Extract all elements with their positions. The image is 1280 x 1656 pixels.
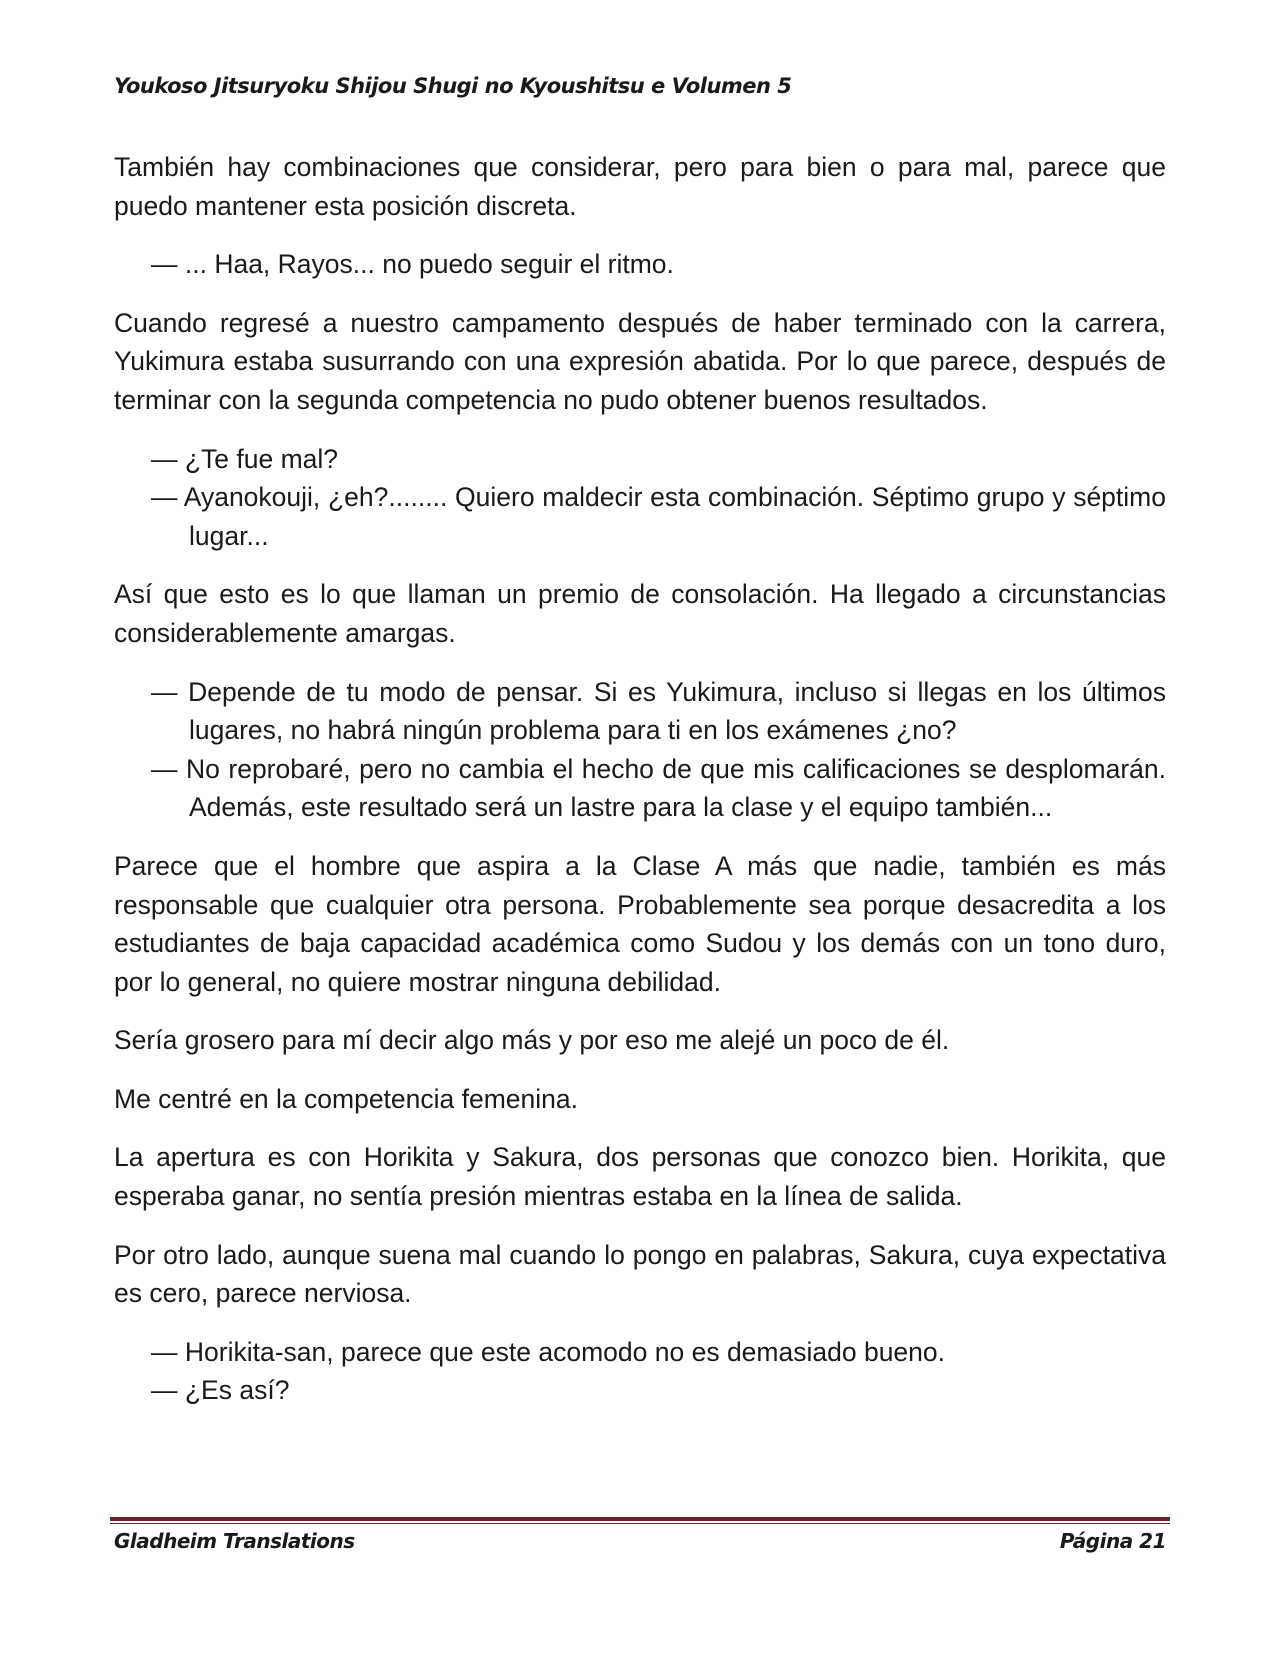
dialogue-group xyxy=(114,440,1166,556)
paragraph: Cuando regresé a nuestro campamento después de haber terminado con la carrera, Yukimura estaba susurrando con una expresión abatida. Por lo que parece, después de terminar con la segunda competencia no pudo obtener buenos resultados. xyxy=(114,307,1166,415)
paragraph: Parece que el hombre que aspira a la Clase A más que nadie, también es más responsable que cualquier otra persona. Probablemente sea porque desacredita a los estudiantes de baja capacidad académica como Sudou y los demás con un tono duro, por lo general, no quiere mostrar ninguna debilidad. xyxy=(114,850,1166,997)
paragraph: La apertura es con Horikita y Sakura, dos personas que conozco bien. Horikita, que esperaba ganar, no sentía presión mientras estaba en la línea de salida. xyxy=(114,1142,1166,1212)
dialogue-line: — ... Haa, Rayos... no puedo seguir el ritmo. xyxy=(151,249,674,280)
dialogue-line: — ¿Es así? xyxy=(151,1375,290,1406)
footer-translator: Gladheim Translations xyxy=(114,1529,355,1553)
page-body xyxy=(114,148,1166,1430)
dialogue-line: — No reprobaré, pero no cambia el hecho de que mis calificaciones se desplomarán. Además, este resultado será un lastre para la clase y el equipo también... xyxy=(151,753,1166,823)
paragraph: Por otro lado, aunque suena mal cuando lo pongo en palabras, Sakura, cuya expectativa es cero, parece nerviosa. xyxy=(114,1239,1166,1309)
footer-rule xyxy=(110,1517,1170,1521)
paragraph: También hay combinaciones que considerar, pero para bien o para mal, parece que puedo mantener esta posición discreta. xyxy=(114,152,1166,221)
dialogue-line: — Depende de tu modo de pensar. Si es Yukimura, incluso si llegas en los últimos lugares, no habrá ningún problema para ti en los exámenes ¿no? xyxy=(151,676,1166,746)
paragraph: Sería grosero para mí decir algo más y por eso me alejé un poco de él. xyxy=(114,1025,950,1056)
dialogue-group xyxy=(114,245,1166,284)
page-number: Página 21 xyxy=(1059,1529,1166,1553)
dialogue-group xyxy=(114,673,1166,827)
dialogue-group xyxy=(114,1333,1166,1410)
dialogue-line: — ¿Te fue mal? xyxy=(151,443,339,474)
dialogue-line: — Ayanokouji, ¿eh?........ Quiero maldecir esta combinación. Séptimo grupo y séptimo lugar... xyxy=(151,482,1166,551)
paragraph: Así que esto es lo que llaman un premio de consolación. Ha llegado a circunstancias considerablemente amargas. xyxy=(114,579,1166,648)
running-header: Youkoso Jitsuryoku Shijou Shugi no Kyoushitsu e Volumen 5 xyxy=(114,74,792,98)
paragraph: Me centré en la competencia femenina. xyxy=(114,1083,579,1114)
dialogue-line: — Horikita-san, parece que este acomodo no es demasiado bueno. xyxy=(151,1336,946,1367)
footer-rule-thin xyxy=(110,1523,1170,1524)
